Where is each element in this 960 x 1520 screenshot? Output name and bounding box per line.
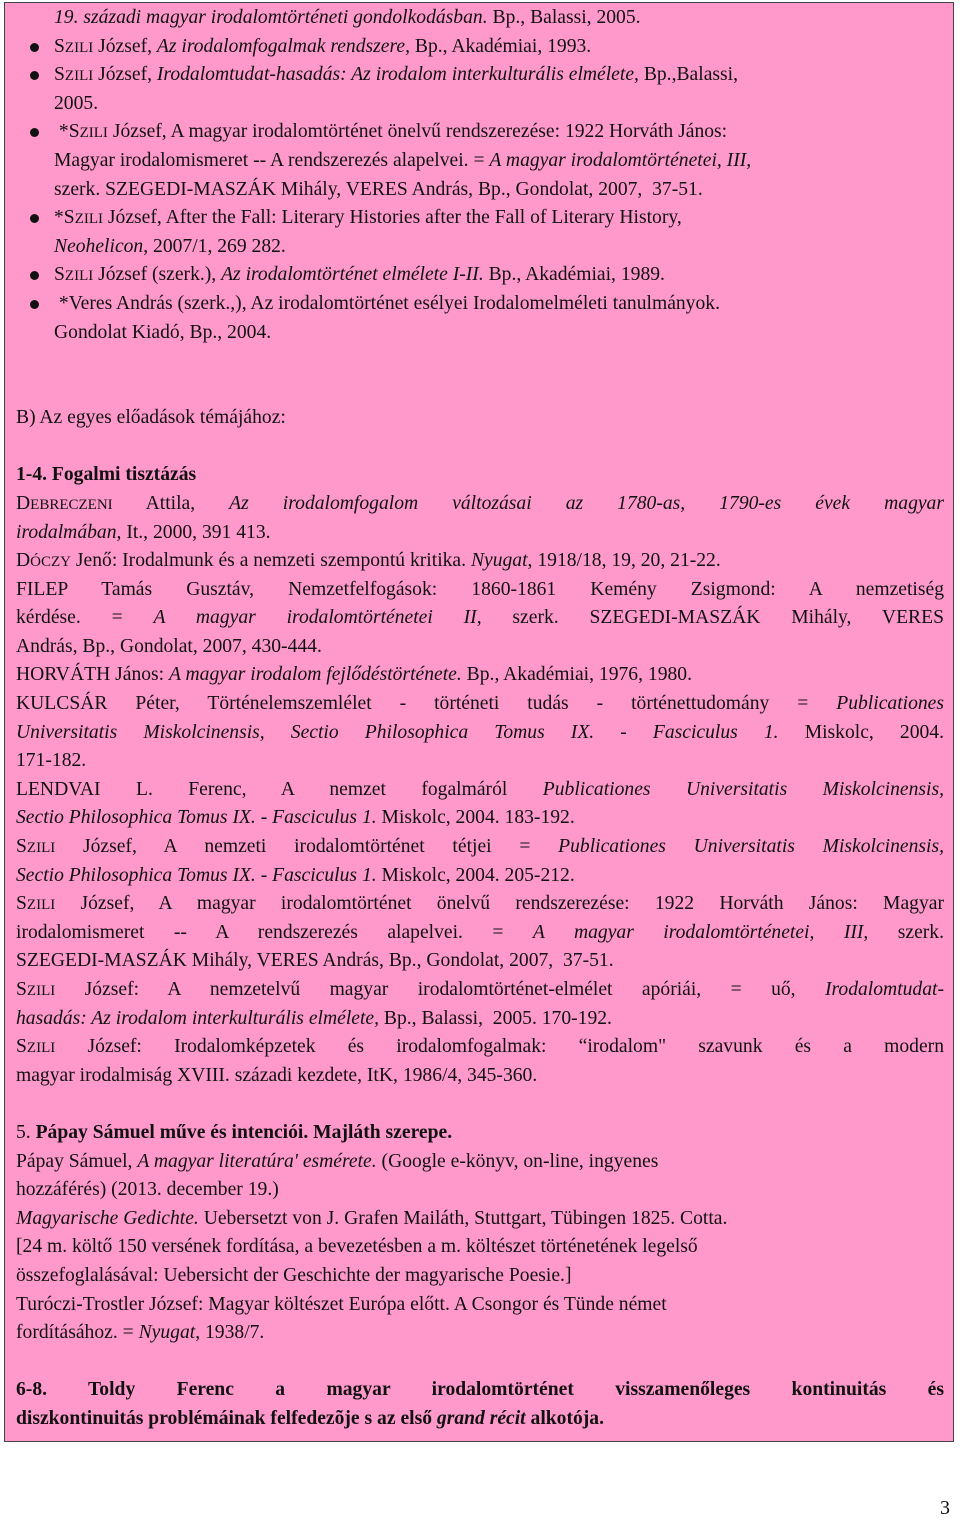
list-item: *Veres András (szerk.,), Az irodalomtörténet esélyei Irodalomelméleti tanulmányok. Gondolat Kiadó, Bp., 2004. <box>16 290 944 347</box>
bullet-icon <box>30 271 39 280</box>
bibliography-entry: SZILI József: A nemzetelvű magyar irodalomtörténet-elmélet apóriái, = uő, Irodalomtudat- hasadás: Az irodalom interkulturális elmélete, Bp., Balassi, 2005. 170-192. <box>16 979 944 1029</box>
bullet-icon <box>30 43 39 52</box>
bullet-icon <box>30 71 39 80</box>
bibliography-entry: SZILI József, A nemzeti irodalomtörténet tétjei = Publicationes Universitatis Miskolcinensis, Sectio Philosophica Tomus IX. - Fasciculus 1. Miskolc, 2004. 205-212. <box>16 836 944 886</box>
section-b-heading: B) Az egyes előadások témájához: <box>16 407 286 429</box>
section-heading: 5. Pápay Sámuel műve és intenciói. Majláth szerepe. <box>16 1121 453 1143</box>
list-item: *SZILI József, After the Fall: Literary Histories after the Fall of Literary History, Neohelicon, 2007/1, 269 282. <box>16 204 944 261</box>
list-item: SZILI József, Az irodalomfogalmak rendszere, Bp., Akadémiai, 1993. <box>16 33 944 62</box>
bibliography-entry: SZILI József, A magyar irodalomtörténet önelvű rendszerezése: 1922 Horváth János: Magyar irodalomismeret -- A rendszerezés alapelvei. = A magyar irodalomtörténetei, III, szerk. SZEGEDI-MASZÁK Mihály, VERES András, Bp., Gondolat, 2007, 37-51. <box>16 893 944 972</box>
bullet-icon <box>30 128 39 137</box>
bullet-icon <box>30 214 39 223</box>
list-item: SZILI József, Irodalomtudat-hasadás: Az irodalom interkulturális elmélete, Bp.,Balassi, 2005. <box>16 61 944 118</box>
page-number: 3 <box>940 1497 950 1519</box>
list-item: *SZILI József, A magyar irodalomtörténet önelvű rendszerezése: 1922 Horváth János: Magyar irodalomismeret -- A rendszerezés alapelvei. = A magyar irodalomtörténetei, III, szerk. SZEGEDI-MASZÁK Mihály, VERES András, Bp., Gondolat, 2007, 37-51. <box>16 118 944 204</box>
list-item: SZILI József (szerk.), Az irodalomtörténet elmélete I-II. Bp., Akadémiai, 1989. <box>16 261 944 290</box>
section-heading: 1-4. Fogalmi tisztázás <box>16 464 197 486</box>
bibliography-entry: DEBRECZENI Attila, Az irodalomfogalom változásai az 1780-as, 1790-es évek magyar irodalmában, It., 2000, 391 413. <box>16 492 944 543</box>
bibliography-entry: FILEP Tamás Gusztáv, Nemzetfelfogások: 1860-1861 Kemény Zsigmond: A nemzetiség kérdése. = A magyar irodalomtörténetei II, szerk. SZEGEDI-MASZÁK Mihály, VERES András, Bp., Gondolat, 2007, 430-444. <box>16 578 944 657</box>
bibliography-entry: Turóczi-Trostler József: Magyar költészet Európa előtt. A Csongor és Tünde német fordításához. = Nyugat, 1938/7. <box>16 1293 667 1344</box>
bullet-icon <box>30 300 39 309</box>
bibliography-entry: DÓCZY Jenő: Irodalmunk és a nemzeti szempontú kritika. Nyugat, 1918/18, 19, 20, 21-22. <box>16 550 721 572</box>
bibliography-entry: LENDVAI L. Ferenc, A nemzet fogalmáról Publicationes Universitatis Miskolcinensis, Sectio Philosophica Tomus IX. - Fasciculus 1. Miskolc, 2004. 183-192. <box>16 778 944 829</box>
bibliography-entry: Pápay Sámuel, A magyar literatúra' esmérete. (Google e-könyv, on-line, ingyenes hozzáférés) (2013. december 19.) <box>16 1150 659 1201</box>
section-heading: 6-8. Toldy Ferenc a magyar irodalomtörténet visszamenőleges kontinuitás és diszkontinuitás problémáinak felfedezõje s az első grand récit alkotója. <box>16 1379 944 1429</box>
bibliography-entry: KULCSÁR Péter, Történelemszemlélet - történeti tudás - történettudomány = Publicationes Universitatis Miskolcinensis, Sectio Philosophica Tomus IX. - Fasciculus 1. Miskolc, 2004. 171-182. <box>16 693 944 772</box>
bibliography-entry: SZILI József: Irodalomképzetek és irodalomfogalmak: “irodalom" szavunk és a modern magyar irodalmiság XVIII. századi kezdete, ItK, 1986/4, 345-360. <box>16 1036 944 1086</box>
bibliography-entry: Magyarische Gedichte. Uebersetzt von J. Grafen Mailáth, Stuttgart, Tübingen 1825. Cotta. [24 m. költő 150 versének fordítása, a bevezetésben a m. költészet történetének legelső összefoglalásával: Uebersicht der Geschichte der magyarische Poesie.] <box>16 1207 728 1286</box>
list-item: 19. századi magyar irodalomtörténeti gondolkodásban. Bp., Balassi, 2005. <box>54 7 641 28</box>
bullet-list <box>16 4 944 347</box>
document-body <box>16 4 944 1434</box>
bibliography-entry: HORVÁTH János: A magyar irodalom fejlődéstörténete. Bp., Akadémiai, 1976, 1980. <box>16 664 692 686</box>
